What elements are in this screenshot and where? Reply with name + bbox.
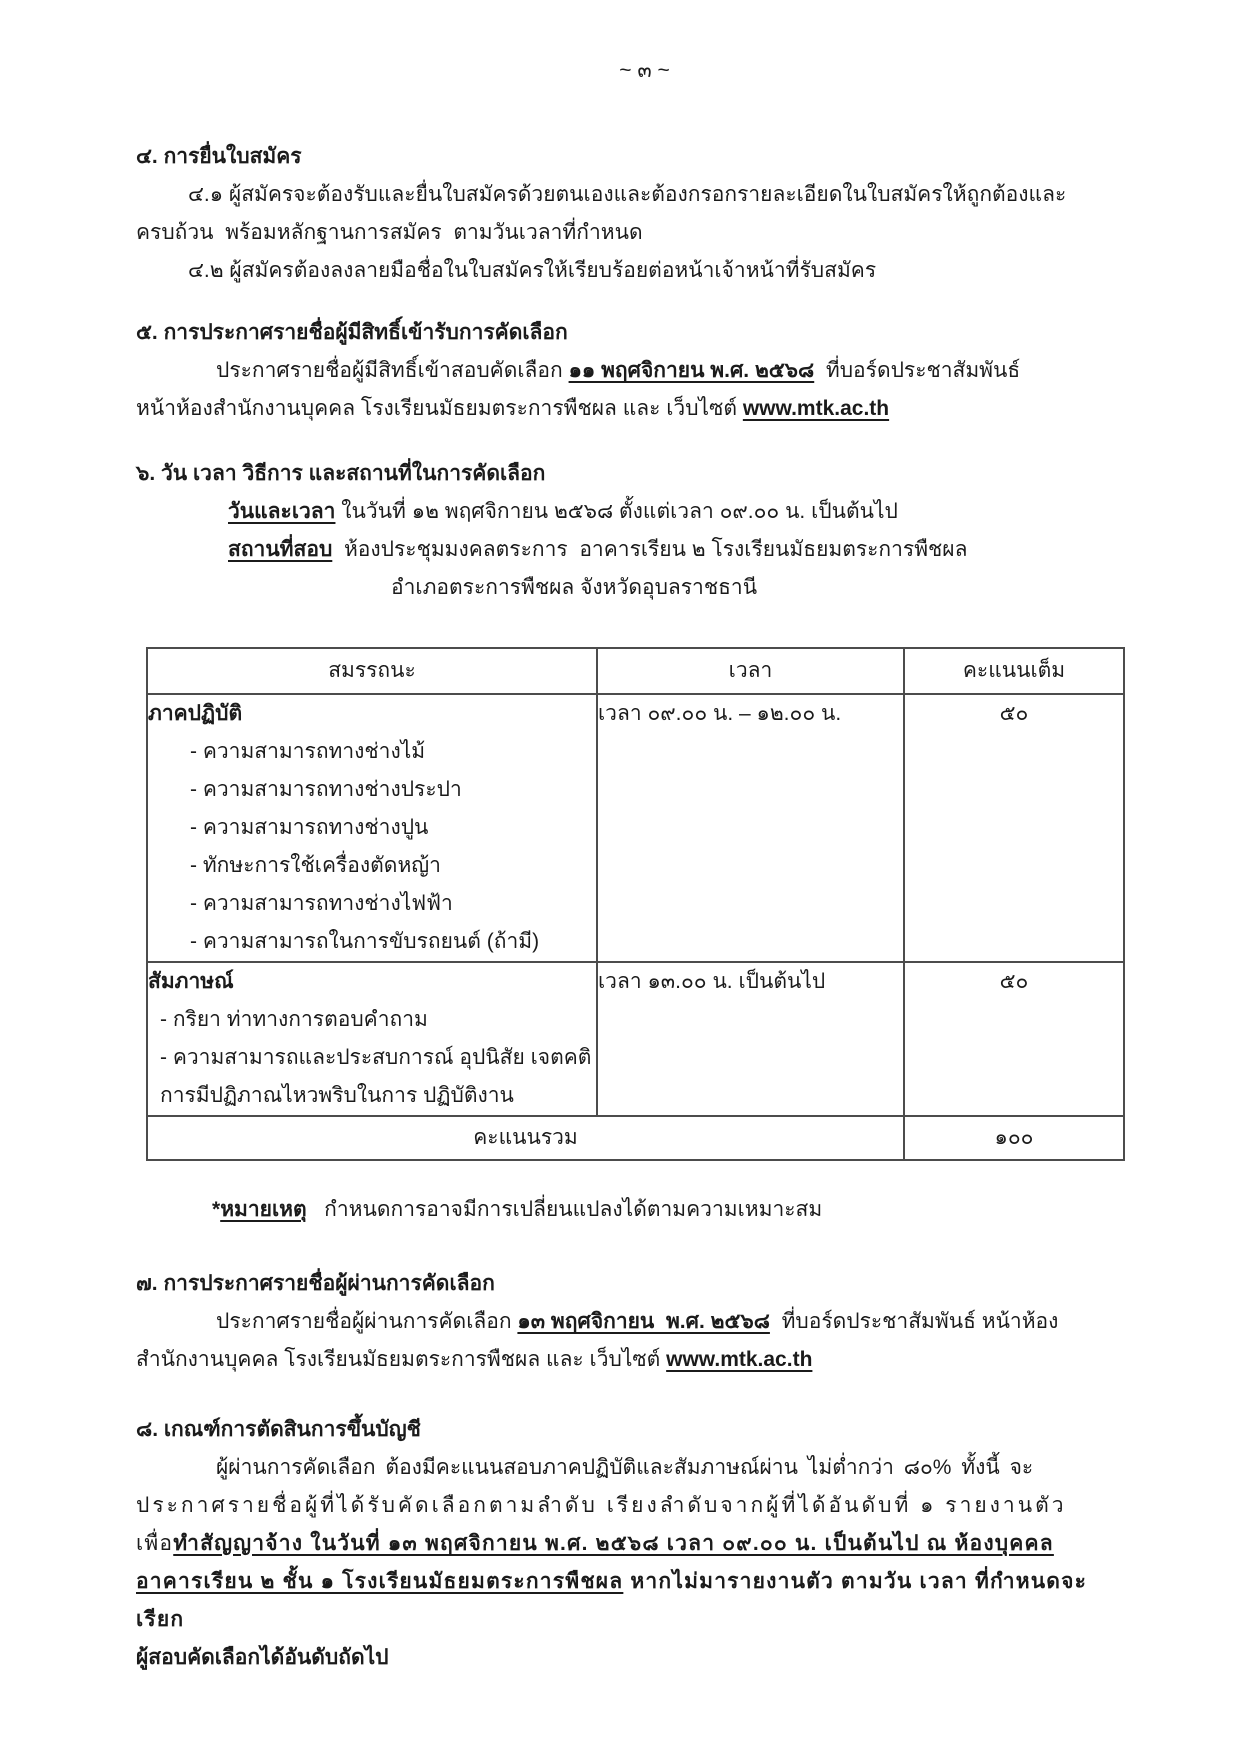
column-header-time: เวลา bbox=[597, 648, 904, 694]
announce-eligible-location-2: หน้าห้องสำนักงานบุคคล โรงเรียนมัธยมตระการพืชผล และ เว็บไซต์ bbox=[136, 397, 743, 420]
section-8-line-2: ประกาศรายชื่อผู้ที่ได้รับคัดเลือกตามลำดับ เรียงลำดับจากผู้ที่ได้อันดับที่ ๑ รายงานตัว bbox=[136, 1494, 1067, 1517]
page-number: ~ ๓ ~ bbox=[619, 59, 670, 82]
column-header-max-score: คะแนนเต็ม bbox=[904, 648, 1124, 694]
announce-passed-text: ประกาศรายชื่อผู้ผ่านการคัดเลือก bbox=[216, 1310, 518, 1333]
note-line bbox=[136, 1191, 1123, 1229]
practical-item: - ความสามารถทางช่างไม้ bbox=[190, 740, 426, 763]
section-6-date-line bbox=[136, 493, 1123, 531]
interview-item: - กริยา ท่าทางการตอบคำถาม bbox=[160, 1008, 428, 1031]
section-4-heading: ๔. การยื่นใบสมัคร bbox=[136, 145, 302, 168]
interview-competency-cell bbox=[147, 962, 597, 1116]
section-8-line-4 bbox=[136, 1563, 1123, 1639]
table-total-row bbox=[147, 1116, 1124, 1160]
interview-time-cell: เวลา ๑๓.๐๐ น. เป็นต้นไป bbox=[597, 962, 904, 1116]
section-8-line-1: ผู้ผ่านการคัดเลือก ต้องมีคะแนนสอบภาคปฏิบัติและสัมภาษณ์ผ่าน ไม่ต่ำกว่า ๘๐% ทั้งนี้ จะ bbox=[216, 1456, 1034, 1479]
section-5-paragraph-line-2 bbox=[136, 390, 1123, 428]
interview-item: - ความสามารถและประสบการณ์ อุปนิสัย เจตคติ การมีปฏิภาณไหวพริบในการ ปฏิบัติงาน bbox=[160, 1046, 592, 1107]
website-link[interactable]: www.mtk.ac.th bbox=[666, 1348, 813, 1371]
date-time-value: ในวันที่ ๑๒ พฤศจิกายน ๒๕๖๘ ตั้งแต่เวลา ๐๙.๐๐ น. เป็นต้นไป bbox=[335, 500, 898, 523]
practical-time-cell: เวลา ๐๙.๐๐ น. – ๑๒.๐๐ น. bbox=[597, 694, 904, 962]
announce-eligible-location: ที่บอร์ดประชาสัมพันธ์ bbox=[814, 359, 1021, 382]
section-7-paragraph-line-2 bbox=[136, 1341, 1123, 1379]
eligible-announcement-date: ๑๑ พฤศจิกายน พ.ศ. ๒๕๖๘ bbox=[568, 359, 815, 382]
note-text: กำหนดการอาจมีการเปลี่ยนแปลงได้ตามความเหมาะสม bbox=[306, 1198, 823, 1221]
note-star: * bbox=[212, 1198, 221, 1221]
note-label: หมายเหตุ bbox=[220, 1198, 307, 1221]
section-5-heading: ๕. การประกาศรายชื่อผู้มีสิทธิ์เข้ารับการคัดเลือก bbox=[136, 321, 568, 344]
passed-announcement-date: ๑๓ พฤศจิกายน พ.ศ. ๒๕๖๘ bbox=[517, 1310, 770, 1333]
section-7-paragraph-line-1 bbox=[136, 1303, 1123, 1341]
contract-line-prefix: เพื่อ bbox=[136, 1532, 174, 1555]
practical-item: - ความสามารถทางช่างประปา bbox=[190, 778, 462, 801]
section-4-item-1-line-1: ๔.๑ ผู้สมัครจะต้องรับและยื่นใบสมัครด้วยตนเองและต้องกรอกรายละเอียดในใบสมัครให้ถูกต้องและ bbox=[188, 183, 1067, 206]
no-show-warning: หากไม่มารายงานตัว ตามวัน เวลา ที่กำหนดจะเรียก bbox=[136, 1570, 1088, 1631]
next-rank-called-text: ผู้สอบคัดเลือกได้อันดับถัดไป bbox=[136, 1646, 389, 1669]
interview-score-cell: ๕๐ bbox=[904, 962, 1124, 1116]
table-row-practical bbox=[147, 694, 1124, 962]
practical-item: - ความสามารถในการขับรถยนต์ (ถ้ามี) bbox=[190, 930, 540, 953]
total-score-value: ๑๐๐ bbox=[904, 1116, 1124, 1160]
practical-competency-cell bbox=[147, 694, 597, 962]
date-time-label: วันและเวลา bbox=[228, 500, 336, 523]
column-header-competency: สมรรถนะ bbox=[147, 648, 597, 694]
announce-passed-location-2: สำนักงานบุคคล โรงเรียนมัธยมตระการพืชผล และ เว็บไซต์ bbox=[136, 1348, 667, 1371]
practical-item: - ความสามารถทางช่างไฟฟ้า bbox=[190, 892, 453, 915]
contract-signing-place: อาคารเรียน ๒ ชั้น ๑ โรงเรียนมัธยมตระการพืชผล bbox=[136, 1570, 624, 1593]
section-8-line-5 bbox=[136, 1639, 1123, 1677]
practical-item: - ทักษะการใช้เครื่องตัดหญ้า bbox=[190, 854, 441, 877]
section-5-paragraph-line-1 bbox=[136, 352, 1123, 390]
section-8-line-3 bbox=[136, 1525, 1123, 1563]
section-4-item-2: ๔.๒ ผู้สมัครต้องลงลายมือชื่อในใบสมัครให้เรียบร้อยต่อหน้าเจ้าหน้าที่รับสมัคร bbox=[188, 259, 877, 282]
exam-schedule-table bbox=[146, 647, 1125, 1161]
interview-title: สัมภาษณ์ bbox=[148, 970, 234, 993]
announce-passed-location: ที่บอร์ดประชาสัมพันธ์ หน้าห้อง bbox=[769, 1310, 1059, 1333]
table-header-row bbox=[147, 648, 1124, 694]
section-8-heading: ๘. เกณฑ์การตัดสินการขึ้นบัญชี bbox=[136, 1418, 421, 1441]
practical-title: ภาคปฏิบัติ bbox=[148, 702, 243, 725]
practical-score-cell: ๕๐ bbox=[904, 694, 1124, 962]
exam-venue-value: ห้องประชุมมงคลตระการ อาคารเรียน ๒ โรงเรียนมัธยมตระการพืชผล bbox=[332, 538, 968, 561]
website-link[interactable]: www.mtk.ac.th bbox=[742, 397, 890, 420]
contract-signing-date: ทำสัญญาจ้าง ในวันที่ ๑๓ พฤศจิกายน พ.ศ. ๒๕๖๘ เวลา ๐๙.๐๐ น. เป็นต้นไป ณ ห้องบุคคล bbox=[173, 1532, 1054, 1555]
total-score-label: คะแนนรวม bbox=[147, 1116, 904, 1160]
practical-item: - ความสามารถทางช่างปูน bbox=[190, 816, 429, 839]
section-4-item-1-line-2: ครบถ้วน พร้อมหลักฐานการสมัคร ตามวันเวลาที่กำหนด bbox=[136, 221, 643, 244]
announce-eligible-text: ประกาศรายชื่อผู้มีสิทธิ์เข้าสอบคัดเลือก bbox=[216, 359, 569, 382]
section-6-venue-line bbox=[136, 531, 1123, 569]
section-6-heading: ๖. วัน เวลา วิธีการ และสถานที่ในการคัดเลือก bbox=[136, 462, 546, 485]
exam-venue-label: สถานที่สอบ bbox=[228, 538, 333, 561]
section-6-venue-line-2: อำเภอตระการพืชผล จังหวัดอุบลราชธานี bbox=[391, 576, 758, 599]
section-7-heading: ๗. การประกาศรายชื่อผู้ผ่านการคัดเลือก bbox=[136, 1272, 495, 1295]
table-row-interview bbox=[147, 962, 1124, 1116]
